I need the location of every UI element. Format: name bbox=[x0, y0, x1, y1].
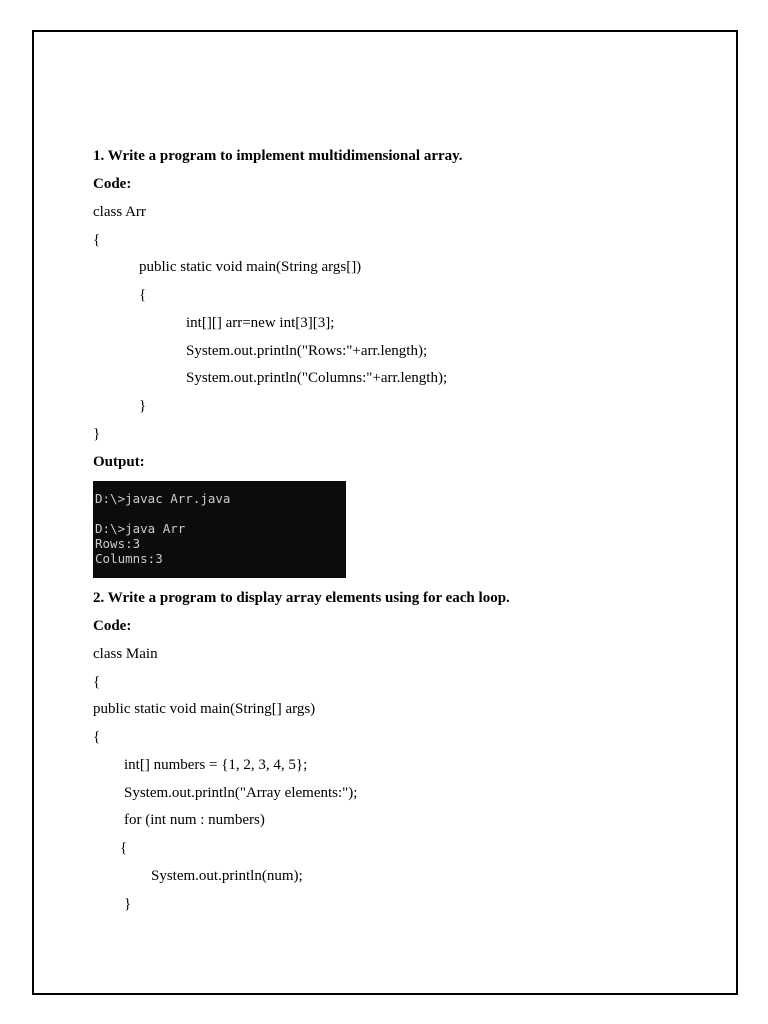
code-line: public static void main(String args[]) bbox=[139, 259, 362, 275]
code-line: { bbox=[120, 840, 128, 856]
question-1-heading: 1. Write a program to implement multidimensional array. bbox=[93, 148, 463, 164]
output-label: Output: bbox=[93, 454, 145, 470]
code-line: for (int num : numbers) bbox=[124, 812, 265, 828]
code-line: { bbox=[93, 729, 101, 745]
code-label-1: Code: bbox=[93, 176, 132, 192]
code-line: { bbox=[139, 287, 147, 303]
code-line: class Arr bbox=[93, 204, 146, 220]
code-line: { bbox=[93, 232, 101, 248]
terminal-line: Rows:3 bbox=[95, 536, 141, 551]
code-line: } bbox=[139, 398, 147, 414]
code-line: int[] numbers = {1, 2, 3, 4, 5}; bbox=[124, 757, 308, 773]
code-line: } bbox=[93, 426, 101, 442]
code-line: } bbox=[124, 896, 132, 912]
code-line: public static void main(String[] args) bbox=[93, 701, 316, 717]
code-line: class Main bbox=[93, 646, 158, 662]
code-line: System.out.println(num); bbox=[151, 868, 303, 884]
code-line: { bbox=[93, 674, 101, 690]
code-label-2: Code: bbox=[93, 618, 132, 634]
terminal-output-screenshot bbox=[93, 481, 346, 578]
code-line: int[][] arr=new int[3][3]; bbox=[186, 315, 335, 331]
code-line: System.out.println("Array elements:"); bbox=[124, 785, 358, 801]
question-2-heading: 2. Write a program to display array elements using for each loop. bbox=[93, 590, 510, 606]
terminal-line: D:\>javac Arr.java bbox=[95, 491, 231, 506]
code-line: System.out.println("Rows:"+arr.length); bbox=[186, 343, 428, 359]
terminal-line: D:\>java Arr bbox=[95, 521, 186, 536]
code-line: System.out.println("Columns:"+arr.length); bbox=[186, 370, 448, 386]
terminal-line: Columns:3 bbox=[95, 551, 163, 566]
